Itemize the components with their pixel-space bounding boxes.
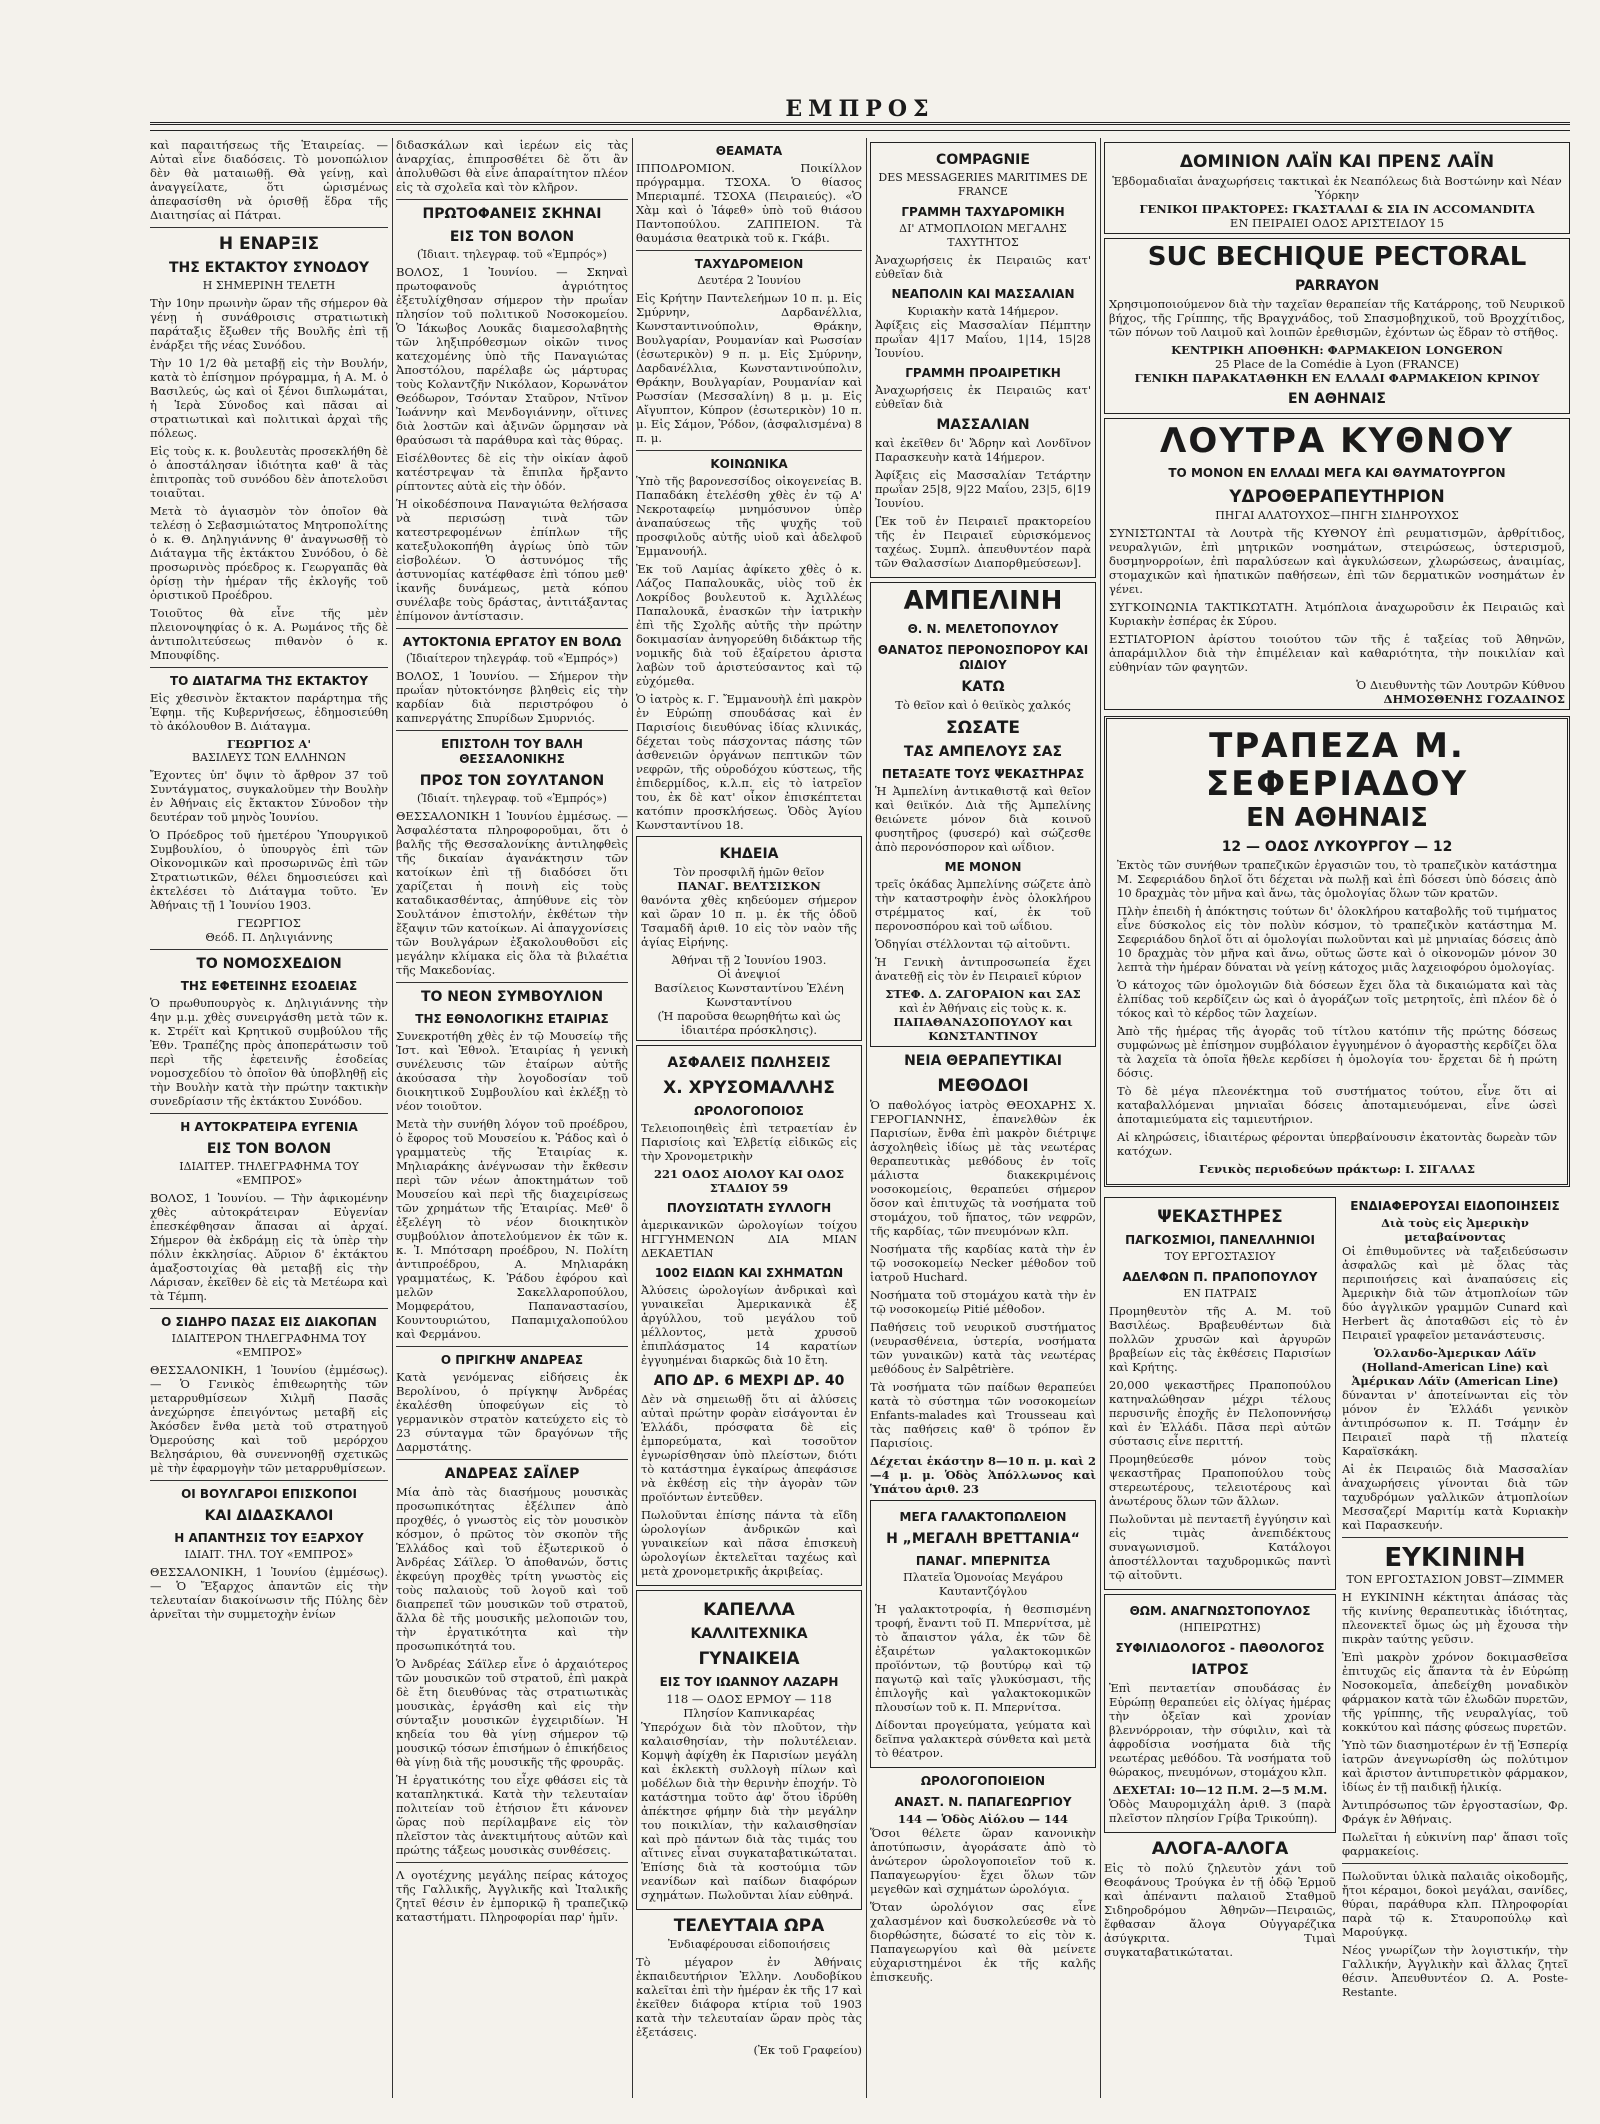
paragraph: ΣΥΓΚΟΙΝΩΝΙΑ ΤΑΚΤΙΚΩΤΑΤΗ. Ἀτμόπλοια ἀναχωροῦσιν ἐκ Πειραιῶς καὶ Κυριακὴν ἑσπέρας ἐκ Σύρου. [1109,600,1565,628]
ad-title: ΤΡΑΠΕΖΑ Μ. ΣΕΦΕΡΙΑΔΟΥ [1205,726,1469,804]
king-title: ΒΑΣΙΛΕΥΣ ΤΩΝ ΕΛΛΗΝΩΝ [191,751,347,764]
ad-title: ΑΣΦΑΛΕΙΣ ΠΩΛΗΣΕΙΣ [667,1055,831,1071]
paragraph: Ὁ Πρόεδρος τοῦ ἡμετέρου Ὑπουργικοῦ Συμβουλίου, ὁ ὑπουργὸς ἐπὶ τῶν Οἰκονομικῶν καὶ προσωρινῶς ἐπὶ τῶν Στρατιωτικῶν, θέλει δημοσιεύσει καὶ ἐκτελέσει τὸ Διάταγμα τοῦτο. Ἐν Ἀθήναις τῇ 1 Ἰουνίου 1903. [150,828,388,912]
paragraph: ΘΕΣΣΑΛΟΝΙΚΗ, 1 Ἰουνίου (ἐμμέσως). — Ὁ Γενικὸς ἐπιθεωρητὴς τῶν μεταρρυθμίσεων Χιλμῆ Πασᾶς ἀνεχώρησε ἐπειγόντως μεταβῆ εἰς Ἀκόσδεν ἔνθα μετὰ τοῦ στρατηγοῦ Ὀμερούσης καὶ τοῦ μερόρχου Βελησάριου, θὰ συνεννοηθῇ σχετικῶς μὲ τὴν ἐφαρμογὴν τῶν μεταρρυθμίσεων. [150,1363,388,1475]
ad-subtitle: ΙΑΤΡΟΣ [1191,1662,1249,1678]
paragraph: Κυριακὴν κατὰ 14ήμερον. [907,304,1059,318]
ad-title: ΕΥΚΙΝΙΝΗ [1384,1543,1526,1573]
ad-title: ΛΟΥΤΡΑ ΚΥΘΝΟΥ [1160,421,1514,461]
ad-title: ΨΕΚΑΣΤΗΡΕΣ [1157,1207,1283,1227]
column-1 [150,138,388,2098]
paragraph: Εἰς τοὺς κ. κ. βουλευτὰς προσεκλήθη δὲ ὁ ἀποστάλησαν ἰδιότητα καθ' ἃ τὰς ἐπιτροπὰς τοῦ συνόδου δὲν ἀποτελοῦσι τοιαῦται. [150,444,388,500]
paragraph: Αἱ ἐκ Πειραιῶς διὰ Μασσαλίαν ἀναχωρήσεις γίνονται διὰ τῶν ταχυδρόμων γαλλικῶν ἀτμοπλοίων Μεσσαζερί Μαριτίμ κατὰ Κυριακὴν καὶ Παρασκευήν. [1342,1462,1568,1532]
column-3 [636,138,862,2098]
paragraph: Ὁ παθολόγος ἰατρὸς ΘΕΟΧΑΡΗΣ Χ. ΓΕΡΟΓΙΑΝΝΗΣ, ἐπανελθὼν ἐκ Παρισίων, ἔνθα ἐπὶ μακρὸν διέτριψε ἀσχοληθεὶς ἰδίως μὲ τὰς νεωτέρας θεραπευτικὰς μεθόδους ἐν τοῖς μάλιστα διακεκριμένοις νοσοκομείοις, θεραπεύει σήμερον ὅσον καὶ ἐπιτυχῶς τὰ νοσήματα τοῦ στομάχου, τοῦ ἥπατος, τῶν νεφρῶν, τῆς καρδίας, τῶν πνευμόνων κλπ. [870,1098,1096,1238]
paragraph: Ὁδὸς Μαυρομιχάλη ἀριθ. 3 (παρὰ πλεῖστον πλησίον Γρίβα Τρικούπη). [1109,1797,1331,1825]
ampelini-ad [870,582,1096,1047]
paragraph: Ἀπὸ τῆς ἡμέρας τῆς ἀγορᾶς τοῦ τίτλου κατόπιν τῆς πρώτης δόσεως συμφώνως μὲ ἐπίσημον συμβόλαιον ἐγγυημένον ὁ ἀγοραστὴς κερδίζει ὅλα τὰ λαχεῖα τὰ ὁποῖα ἤθελε κερδίσει ἡ ὁμολογία του· ἔρχεται δὲ ἡ πρώτη δόσις. [1117,1024,1557,1080]
ad-lines: Ὁλλανδο-Ἀμερικαν Λάϊν (Holland-American Line) καὶ Ἀμέρικαν Λάϊν (American Line) [1351,1346,1559,1388]
ad-title: ΓΥΝΑΙΚΕΙΑ [698,1649,800,1669]
headline-scenes-2: ΕΙΣ ΤΟΝ ΒΟΛΟΝ [449,229,575,245]
ad-title: ΑΜΠΕΛΙΝΗ [903,586,1063,616]
paragraph: διδασκάλων καὶ ἱερέων εἰς τὰς ἀναρχίας, ἐπιπροσθέτει δὲ ὅτι ἂν ἀπολυθῶσι θὰ εἶνε ἀπαραίτητον πλέον εἰς τὰ σχολεῖα καὶ τὸν κλῆρον. [396,138,628,194]
ad-title: Η „ΜΕΓΑΛΗ ΒΡΕΤΤΑΝΙΑ“ [886,1531,1080,1547]
paragraph: Αἱ κληρώσεις, ἰδιαιτέρως φέρονται ὑπερβαίνουσιν ἐκατοντὰς δωρεὰν τῶν κατόχων. [1117,1130,1557,1158]
subhead-telegram: (Ἰδιαίτερον τηλεγράφ. τοῦ «Ἐμπρός») [406,652,618,665]
ad-address: 25 Place de la Comédie à Lyon (FRANCE) [1214,357,1459,371]
paragraph: Ὅσοι θέλετε ὥραν κανονικὴν ἀποτύπωσιν, ἀγοράσατε ἀπὸ τὸ ἀνώτερον ὡρολογοποιεῖον τοῦ κ. Παπαγεωργίου· ἔχει ὅλων τῶν μεγεθῶν καὶ σχημάτων ὡρολόγια. [870,1826,1096,1896]
section-last-hour: ΤΕΛΕΥΤΑΙΑ ΩΡΑ [673,1916,825,1936]
ad-route: ΜΑΣΣΑΛΙΑΝ [936,417,1030,433]
headline-bishops-2: ΚΑΙ ΔΙΔΑΣΚΑΛΟΙ [204,1508,334,1524]
ad-name: ΠΑΝΑΓ. ΜΠΕΡΝΙΤΣΑ [915,1554,1051,1568]
paragraph: Τελειοποιηθεὶς ἐπὶ τετραετίαν ἐν Παρισίοις καὶ Ἑλβετίᾳ εἰδικῶς εἰς τὴν Χρονομετρικὴν [641,1121,857,1163]
masthead-title: ΕΜΠΡΟΣ [771,96,948,122]
paragraph: Βασίλειος Κωνσταντίνου Ἑλένη Κωνσταντίνου [654,981,844,1009]
paragraph: Πωλοῦνται ἐπίσης πάντα τὰ εἴδη ὡρολογίων ἀνδρικῶν καὶ γυναικείων καὶ πᾶσα ἐπισκευὴ ὡρολογίων ἐκτελεῖται ταχέως καὶ μετὰ χρονομετρικῆς ἀκριβείας. [641,1508,857,1578]
ad-brand: PARRAYON [1294,278,1380,294]
ad-agent: Γενικὸς περιοδεύων πράκτωρ: Ι. ΣΙΓΑΛΑΣ [1199,1162,1475,1176]
paragraph: Ὅταν ὡρολόγιον σας εἶνε χαλασμένον καὶ δυσκολεύεσθε νὰ τὸ διορθώσητε, δώσατέ το εἰς τὸν κ. Παπαγεωργίου καὶ θὰ μείνετε εὐχαριστημένοι ἐκ τῆς καλῆς ἐπισκευῆς. [870,1900,1096,1984]
ad-title: ΔΙ' ΑΤΜΟΠΛΟΙΩΝ ΜΕΓΑΛΗΣ ΤΑΧΥΤΗΤΟΣ [899,222,1067,249]
ad-subtitle: ΣΥΦΙΛΙΔΟΛΟΓΟΣ - ΠΑΘΟΛΟΓΟΣ [1115,1641,1325,1655]
article-intro: καὶ παραιτήσεως τῆς Ἑταιρείας. — Αὐταὶ εἶνε διαδόσεις. Τὸ μονοπώλιον δὲν θὰ ματαιωθῇ. Θὰ γείνῃ, καὶ ἀναγγείλατε, ὅτι ὡρισμένως ἀπεφασίσθη νὰ ὁρισθῇ ἕδρα τῆς Διαιτησίας αἱ Πάτραι. [150,138,388,222]
paragraph: Πωλεῖται ἡ εὐκινίνη παρ' ἅπασι τοῖς φαρμακείοις. [1342,1830,1568,1858]
sprayers-ad [1104,1197,1336,1590]
paragraph: Ὑπὸ τῆς βαρονεσσίδος οἰκογενείας Β. Παπαδάκη ἐτελέσθη χθὲς ἐν τῷ Α' Νεκροταφείῳ μνημόσυνον ὑπὲρ ἀναπαύσεως τῆς ψυχῆς τοῦ προσφιλοῦς αὐτῆς υἱοῦ καὶ ἀδελφοῦ Ἐμμανουήλ. [636,474,862,558]
subhead: Ἐνδιαφέρουσαι εἰδοποιήσεις [667,1938,831,1951]
headline-scenes: ΠΡΩΤΟΦΑΝΕΙΣ ΣΚΗΝΑΙ [422,206,602,222]
paragraph: Ὑπερόχων διὰ τὸν πλοῦτον, τὴν καλαισθησίαν, τὴν πολυτέλειαν. Κομψὴ ἀφίχθη ἐκ Παρισίων μεγάλη καὶ ἐκλεκτὴ συλλογὴ πίλων καὶ μοδέλων διὰ τὴν θερινὴν ἐποχήν. Τὸ κατάστημα τοῦτο ἀφ' ὅτου ἱδρύθη ἀπέκτησε φήμην διὰ τὴν μεγάλην του ποικιλίαν, τὴν καλαισθησίαν καὶ πρὸ πάντων διὰ τὰς τιμάς του αἵτινες εἶναι συγκαταβατικώταται. Ἐπίσης διὰ τὰ κοστούμια τῶν νεανίδων καὶ παίδων διαφόρων σχημάτων. Πωλοῦνται λίαν εὐθηνά. [641,1720,857,1902]
paragraph: Ὁ πρωθυπουργὸς κ. Δηλιγιάννης τὴν 4ην μ.μ. χθὲς συνειργάσθη μετὰ τῶν κ. κ. Στρέϊτ καὶ Κρητικοῦ συμβούλου τῆς Ἐθν. Τραπέζης πρὸς ἀποπεράτωσιν τοῦ περὶ τῆς ἐφετεινῆς ἐσοδείας νομοσχεδίου τὸ ὁποῖον θὰ ὑποβληθῇ εἰς τὴν Βουλὴν κατὰ τὴν πρώτην τακτικὴν συνεδρίασιν τῆς ἐκτάκτου Συνόδου. [150,996,388,1108]
paragraph: Τὰ νοσήματα τῶν παίδων θεραπεύει κατὰ τὸ σύστημα τῶν νοσοκομείων Enfants-malades καὶ Trousseau καὶ τὰς παθήσεις καθ' ὃ τρόπον ἔν Παρισίοις. [870,1380,1096,1450]
ad-price: ΑΠΟ ΔΡ. 6 ΜΕΧΡΙ ΔΡ. 40 [653,1373,845,1389]
paragraph: Τὴν 10 1/2 θὰ μεταβῇ εἰς τὴν Βουλήν, κατὰ τὸ ἐπίσημον πρόγραμμα, ἡ Α. Μ. ὁ Βασιλεύς, ὡς καὶ οἱ ξένοι διπλωμάται, ἡ Ἱερὰ Σύνοδος καὶ πᾶσαι αἱ στρατιωτικαὶ καὶ πολιτικαὶ ἀρχαὶ τῆς πόλεως. [150,356,388,440]
ad-address: 221 ΟΔΟΣ ΑΙΟΛΟΥ ΚΑΙ ΟΔΟΣ ΣΤΑΔΙΟΥ 59 [654,1167,844,1195]
section-social: ΚΟΙΝΩΝΙΚΑ [710,457,788,471]
ad-name: Χ. ΧΡΥΣΟΜΑΛΛΗΣ [663,1078,835,1098]
classified-notice: Νέος γνωρίζων τὴν λογιστικήν, τὴν Γαλλικήν, Ἀγγλικὴν καὶ ἄλλας ζητεῖ θέσιν. Ἀπευθυντέον Ω. Α. Poste-Restante. [1342,1943,1568,1999]
paragraph: Ἀναχωρήσεις ἐκ Πειραιῶς κατ' εὐθεῖαν διὰ [875,383,1091,411]
ad-address: Πλησίον Καπνικαρέας [683,1706,815,1720]
paragraph: Τοιοῦτος θὰ εἶνε τῆς μὲν πλειονοψηφίας ὁ κ. Α. Ρωμάνος τῆς δὲ ἀντιπολιτεύσεως πιθανὸν ὁ κ. Μπουφίδης. [150,606,388,662]
headline-bill-2: ΤΗΣ ΕΦΕΤΕΙΝΗΣ ΕΣΟΔΕΙΑΣ [180,979,358,993]
ad-hours: Δέχεται ἑκάστην 8—10 π. μ. καὶ 2—4 μ. μ. Ὁδὸς Ἀπόλλωνος καὶ Ὑπάτου ἀριθ. 23 [870,1454,1096,1496]
paragraph: Τὸν προσφιλῆ ἡμῶν θεῖον [673,865,825,879]
paragraph: Ἡ Γενικὴ ἀντιπροσωπεία ἔχει ἀνατεθῇ εἰς τὸν ἐν Πειραιεῖ κύριον [875,955,1091,983]
paragraph: Νοσήματα τῆς καρδίας κατὰ τὴν ἐν τῷ νοσοκομείῳ Necker μέθοδον τοῦ ἰατροῦ Huchard. [870,1242,1096,1284]
ad-title: ΚΑΛΛΙΤΕΧΝΙΚΑ [690,1626,808,1642]
ad-subtitle: ΤΟΥ ΕΡΓΟΣΤΑΣΙΟΥ [1164,1250,1276,1263]
ad-signature: ΔΗΜΟΣΘΕΝΗΣ ΓΟΖΑΔΙΝΟΣ [1383,692,1565,706]
paragraph: Μία ἀπὸ τὰς διασήμους μουσικὰς προσωπικότητας ἐξέλιπεν ἀπὸ προχθές, ὁ γνωστὸς εἰς τὸν μουσικὸν κόσμον, ὁ πρῶτος τὸν σκοπὸν τῆς Ἑλλάδος καὶ τοῦ ἐξωτερικοῦ ὁ Ἀνδρέας Σάϊλερ. Ὁ ἀποθανών, ὅστις ἐκφεύγη προχθὲς τρίτη γνωστὸς εἰς τοὺς παλαιοὺς τοῦ λογοῦ καὶ τοῦ διαπρεπεῖ τῶν μουσικῶν τοῦ στρατοῦ, ἄλλα δὲ τῆς μουσικῆς μελοποιῶν του, τὴν ἐργατικότητα καὶ τὴν προσωπικότητά του. [396,1485,628,1653]
ad-subtitle: ΥΔΡΟΘΕΡΑΠΕΥΤΗΡΙΟΝ [1229,487,1445,507]
headline-letter: ΕΠΙΣΤΟΛΗ ΤΟΥ ΒΑΛΗ ΘΕΣΣΑΛΟΝΙΚΗΣ [441,737,583,766]
ad-depot: ΚΕΝΤΡΙΚΗ ΑΠΟΘΗΚΗ: ΦΑΡΜΑΚΕΙΟΝ LONGERON [1171,343,1503,357]
section-post: ΤΑΧΥΔΡΟΜΕΙΟΝ [694,257,804,271]
paragraph: [Ἐκ τοῦ ἐν Πειραιεῖ πρακτορείου τῆς ἐν Πειραιεῖ εὑρισκόμενος ταχέως. Συμπλ. ἀπευθυντέον παρὰ τῶν Θαλασσίων Διαπορθμεύσεων]. [875,514,1091,570]
subhead-telegram: (Ἰδιαιτ. τηλεγραφ. τοῦ «Ἐμπρός») [417,248,607,261]
ad-title: ΝΕΙΑ ΘΕΡΑΠΕΥΤΙΚΑΙ [904,1053,1062,1069]
dominion-line-ad [1104,142,1570,234]
paragraph: θανόντα χθὲς κηδεύομεν σήμερον καὶ ὥραν 10 π. μ. ἐκ τῆς ὁδοῦ Τσαμαδῆ ἀριθ. 10 εἰς τὸν ναὸν τῆς ἁγίας Εἰρήνης. [641,893,857,949]
paragraph: Ἀλύσεις ὡρολογίων ἀνδρικαὶ καὶ γυναικεῖαι Ἀμερικανικὰ ἐξ ἀργύλλου, τοῦ μεγάλου τοῦ μέλλοντος, μετὰ χρυσοῦ ἐπιπλάσματος 14 καρατίων ἐγγυημέναι διαρκῶς διὰ 10 ἔτη. [641,1283,857,1367]
headline-bishops: ΟΙ ΒΟΥΛΓΑΡΟΙ ΕΠΙΣΚΟΠΟΙ [181,1487,357,1501]
ad-subtitle: Διὰ τοὺς εἰς Ἀμερικὴν μεταβαίνοντας [1381,1216,1529,1244]
paragraph: Δὲν νὰ σημειωθῇ ὅτι αἱ ἀλύσεις αὐταὶ πρώτην φορὰν εἰσάγονται ἐν Ἑλλάδι, πρόσφατα δὲ εἰς ἐμπορεύματα, καὶ τοσοῦτον ἐγνωρίσθησαν ὑπὸ πλείστων, διότι τὸ κατάστημα ἐγκαίρως ἀπεφάσισε νὰ ἐκθέσῃ εἰς τὴν ἀγορὰν τῶν προϊόντων ἐντεῦθεν. [641,1392,857,1504]
ad-route: ΓΡΑΜΜΗ ΠΡΟΑΙΡΕΤΙΚΗ [905,366,1061,380]
paragraph: Ἡ Ἀμπελίνη ἀντικαθιστᾷ καὶ θεῖον καὶ θειϊκόν. Διὰ τῆς Ἀμπελίνης θειώνετε μόνον διὰ κοινοῦ φυσητῆρος (φυσερό) καὶ σώζεσθε ἀπὸ περονόσπορον καὶ ωΐδιον. [875,784,1091,854]
paragraph: (Ἐκ τοῦ Γραφείου) [753,2043,862,2057]
masthead [150,96,1570,136]
paragraph: ΘΕΣΣΑΛΟΝΙΚΗ, 1 Ἰουνίου (ἐμμέσως). — Ὁ Ἔξαρχος ἀπαντῶν εἰς τὴν τελευταίαν διακοίνωσιν τῆς Πύλης δὲν ἀρνεῖται τὴν συμμετοχὴν ἐνίων [150,1565,388,1621]
ad-agent: ΣΤΕΦ. Δ. ΖΑΓΟΡΑΙΟΝ και ΣΑΣ [885,987,1081,1001]
king-name: ΓΕΩΡΓΙΟΣ Α' [227,737,311,751]
paragraph: Οἱ ἐπιθυμοῦντες νὰ ταξειδεύσωσιν ἀσφαλῶς καὶ μὲ ὅλας τὰς περιποιήσεις καὶ ἀναπαύσεις εἰς Ἀμερικὴν διὰ τῶν ἀτμοπλοίων τῶν δύο ἀγγλικῶν γραμμῶν Cunard καὶ Herbert ἂς ἀποταθῶσι εἰς τὸ ἐν Πειραιεῖ γραφεῖον μετανάστευσις. [1342,1244,1568,1342]
ad-city: ΕΝ ΠΑΤΡΑΙΣ [1183,1287,1257,1300]
paragraph: Ἔχοντες ὑπ' ὄψιν τὸ ἄρθρον 37 τοῦ Συντάγματος, συγκαλοῦμεν τὴν Βουλὴν ἐν Ἀθήναις εἰς ἔκτακτον Σύνοδον τὴν δευτέραν τοῦ μηνὸς Ἰουνίου. [150,768,388,824]
column-5 [1104,138,1570,2098]
kythnos-baths-ad [1104,418,1570,710]
paragraph: Εἰς Κρήτην Παντελεήμων 10 π. μ. Εἰς Σμύρνην, Δαρδανέλλια, Κωνσταντινούπολιν, Θράκην, Βουλγαρίαν, Ρουμανίαν καὶ Ρωσσίαν (ἐσωτερικὸν) 9 π. μ. Εἰς Σμύρνην, Δαρδανέλλια, Κωνσταντινούπολιν, Θράκην, Βουλγαρίαν, Ρουμανίαν καὶ Ρωσσίαν (Μεσσαλίνη) 8 μ. μ. Εἰς Αἴγυπτον, Κύπρον (ἐσωτερικὸν) 10 π. μ. Εἰς Σάμον, Ῥόδον, (ἀσφαλισμένα) 8 π. μ. [636,291,862,445]
paragraph: καὶ ἐκεῖθεν δι' Ἄδρην καὶ Λονδῖνον Παρασκευὴν κατὰ 14ήμερον. [875,436,1091,464]
paragraph: Συνεκροτήθη χθὲς ἐν τῷ Μουσείῳ τῆς Ἱστ. καὶ Ἐθνολ. Ἑταιρίας ἡ γενικὴ συνέλευσις τῶν ἑταίρων αὐτῆς ἀκούσασα τὴν λογοδοσίαν τοῦ διοικητικοῦ Συμβουλίου καὶ ἐκλέξῃ τὸ νέον τοιοῦτον. [396,1029,628,1113]
paragraph: Τὴν 10ην πρωινὴν ὥραν τῆς σήμερον θὰ γένῃ ἡ συνάθροισις στρατιωτικὴ παράταξις ἔξωθεν τῆς Βουλῆς ἐπὶ τῇ ἐνάρξει τῆς νέας Συνόδου. [150,296,388,352]
dairy-ad [870,1500,1096,1768]
ad-title: ΔΟΜΙΝΙΟΝ ΛΑΪΝ ΚΑΙ ΠΡΕΝΣ ΛΑΪΝ [1179,152,1495,172]
paragraph: Ἡ οἰκοδέσποινα Παναγιώτα θελήσασα νὰ περισώσῃ τινὰ τῶν κατεστρεφομένων ἐπίπλων τῆς κατεξυλοκοπήθη ἀγρίως ὑπὸ τῶν εἰσβολέων. Ὁ ἀστυνόμος τῆς ἀστυνομίας κατέφθασε ἐπὶ τόπου μεθ' ἱκανῆς δυνάμεως, μετὰ κόπου συνέλαβε τοὺς δράστας, ἀντιτάξαντας ἐπίμονον ἀντίστασιν. [396,497,628,623]
paragraph: ΕΣΤΙΑΤΟΡΙΟΝ ἀρίστου τοιούτου τῶν τῆς ἑ ταξείας τοῦ Ἀθηνῶν, ἀπαράμιλλον διὰ τὴν ἐπιμέλειαν καὶ καθαριότητα, τὴν ποικιλίαν καὶ εὐθηνίαν τῶν φαγητῶν. [1109,632,1565,674]
section-theatres: ΘΕΑΜΑΤΑ [715,144,783,158]
paragraph: ΘΕΣΣΑΛΟΝΙΚΗ 1 Ἰουνίου ἐμμέσως. — Ἀσφαλέστατα πληροφοροῦμαι, ὅτι ὁ βαλῆς τῆς Θεσσαλονίκης ἀντιληφθεὶς τῆς δικαίαν ἀγανάκτησιν τῶν κατοίκων ἐπὶ τῇ διαδόσει ὅτι χαρίζεται ἡ ποινὴ εἰς τοὺς καταδικασθέντας, ἀπηύθυνε εἰς τὸν Σουλτάνον ἐπιστολήν, ἐκθέτων τὴν ἔξαψιν τῶν κατοίκων. Αἱ ἀπαγχονίσεις τῶν Βουλγάρων ἐξακολουθοῦσι εἰς μεγάλην κλίμακα εἰς ὅλα τὰ βιλαέτια τῆς Μακεδονίας. [396,809,628,977]
paragraph: Ἀφίξεις εἰς Μασσαλίαν Τετάρτην πρωΐαν 25|8, 9|22 Μαΐου, 23|5, 6|19 Ἰουνίου. [875,468,1091,510]
ad-name: ΑΝΑΣΤ. Ν. ΠΑΠΑΓΕΩΡΓΙΟΥ [894,1795,1072,1809]
paragraph: Πλὴν ἐπειδὴ ἡ ἀπόκτησις τούτων δι' ὁλοκλήρου καταβολῆς τοῦ τιμήματος εἶνε δύσκολος εἰς τὸν πολὺν κόσμον, τὸ τραπεζικὸν κατάστημα Μ. Σεφεριάδου δηλοῖ ὅτι αἱ ὁμολογίαι πωλοῦνται καὶ μὲ μηνιαίας δόσεις ἀπὸ 10 δραχμὰς τὸν μῆνα καὶ ἄνω, οὕτως ὥστε καὶ ὁ οἰκονομῶν μόνον 30 λεπτὰ τὴν ἡμέραν δύναται νὰ γείνῃ κάτοχος μιᾶς λαχειοφόρου ὁμολογίας. [1117,904,1557,974]
ad-address: Πλατεῖα Ὁμονοίας Μεγάρου Καυταντζόγλου [903,1571,1063,1598]
paragraph: Τὸ δὲ μέγα πλεονέκτημα τοῦ συστήματος τούτου, εἶνε ὅτι αἱ καταβαλλόμεναι μηνιαῖαι δόσεις ἀποταμιευόμεναι, εἶνε ὡσεὶ ἀποταμιεύματα εἰς ταμιευτήριον. [1117,1084,1557,1126]
ad-title: DES MESSAGERIES MARITIMES DE FRANCE [878,171,1088,198]
paragraph: Μετὰ τὸ ἁγιασμὸν τὸν ὁποῖον θὰ τελέσῃ ὁ Σεβασμιώτατος Μητροπολίτης ὁ κ. Θ. Δηληγιάννης θ' ἀναγνωσθῇ τὸ Διάταγμα τῆς ἐκτάκτου Συνόδου, ὁ δὲ προσωρινὸς πρόεδρος κ. Γεωργαπᾶς θὰ ὁρίσῃ τὴν ἡμέραν τῆς ἐκλογῆς τοῦ ὁριστικοῦ Προέδρου. [150,504,388,602]
paragraph: Ὁ κάτοχος τῶν ὁμολογιῶν διὰ δόσεων ἔχει ὅλα τὰ δικαιώματα καὶ τὰς ἐλπίδας τοῦ κερδίζειν ὡς καὶ ὁ ἀγοράζων τοῖς μετρητοῖς, ἐπὶ πλέον δὲ ὁ τόκος καὶ τὸ κέρδος τῶν λαχείων. [1117,978,1557,1020]
ad-address: 118 — ΟΔΟΣ ΕΡΜΟΥ — 118 [666,1692,832,1706]
ad-title: ΓΡΑΜΜΗ ΤΑΧΥΔΡΟΜΙΚΗ [901,205,1065,219]
paragraph: Προμηθεύεσθε μόνον τοὺς ψεκαστῆρας Πραποπούλου τοὺς στερεωτέρους, τελειοτέρους καὶ ἀνωτέρους ὅλων τῶν ἄλλων. [1109,1452,1331,1508]
headline-suicide: ΑΥΤΟΚΤΟΝΙΑ ΕΡΓΑΤΟΥ ΕΝ ΒΟΛΩ [402,635,622,649]
deceased-name: ΠΑΝΑΓ. ΒΕΛΤΣΙΣΚΟΝ [677,879,821,893]
paragraph: Εἰς χθεσινὸν ἔκτακτον παράρτημα τῆς Ἐφημ. τῆς Κυβερνήσεως, ἐδημοσιεύθη τὸ ἀκόλουθον Β. Διάταγμα. [150,691,388,733]
ad-title: ΚΑΠΕΛΛΑ [703,1600,795,1620]
paragraph: Ἐπὶ μακρὸν χρόνον δοκιμασθεῖσα ἐπιτυχῶς εἰς ἅπαντα τὰ ἐν Εὐρώπῃ Νοσοκομεῖα, ἀπεδείχθη μοναδικὸν φάρμακον κατὰ τῶν ἐλωδῶν πυρετῶν, τῆς γρίππης, τῆς νευραλγίας, τοῦ κοκκύτου καὶ πάσης φύσεως πυρετῶν. [1342,1650,1568,1734]
ad-profession: ΩΡΟΛΟΓΟΠΟΙΟΣ [694,1104,804,1118]
paragraph: Δίδονται προγεύματα, γεύματα καὶ δεῖπνα γαλακτερὰ σύνθετα καὶ μετὰ τὸ θέατρον. [875,1718,1091,1760]
paragraph: δύνανται ν' ἀποτείνωνται εἰς τὸν μόνον ἐν Ἑλλάδι γενικὸν ἀντιπρόσωπον κ. Π. Τσάμην ἐν Πειραιεῖ παρὰ τῇ πλατείᾳ Καραϊσκάκη. [1342,1388,1568,1458]
ad-signature: Ὁ Διευθυντὴς τῶν Λουτρῶν Κύθνου [1356,678,1565,692]
ad-hours: ΔΕΧΕΤΑΙ: 10—12 Π.Μ. 2—5 Μ.Μ. [1112,1783,1328,1797]
ad-name: ΘΩΜ. ΑΝΑΓΝΩΣΤΟΠΟΥΛΟΣ [1129,1604,1311,1618]
paragraph: Ἐπὶ πενταετίαν σπουδάσας ἐν Εὐρώπῃ θεραπεύει εἰς ὀλίγας ἡμέρας τὴν ὀξεῖαν καὶ χρονίαν βλεννόρροιαν, τὴν σύφιλιν, καὶ τὰ ἀφροδίσια νοσήματα διὰ τῆς νεωτέρας μεθόδου. Τὰ νοσήματα τοῦ θώρακος, πνευμόνων, στομάχου κλπ. [1109,1681,1331,1779]
ad-name: Θ. Ν. ΜΕΛΕΤΟΠΟΥΛΟΥ [907,622,1059,636]
paragraph: Πωλοῦνται μὲ πενταετῆ ἐγγύησιν καὶ εἰς τιμὰς ἀνεπιδέκτους συναγωνισμοῦ. Κατάλογοι ἀποστέλλονται ταχυδρομικῶς παντὶ τῷ αἰτοῦντι. [1109,1512,1331,1582]
headline-pasha: Ο ΣΙΔΗΡΟ ΠΑΣΑΣ ΕΙΣ ΔΙΑΚΟΠΑΝ [161,1315,377,1329]
paragraph: ΒΟΛΟΣ, 1 Ἰουνίου. — Τὴν ἀφικομένην χθὲς αὐτοκράτειραν Εὐγενίαν ἐπεσκέφθησαν ἅπασαι αἱ ἀρχαί. Σήμερον θὰ ἐκδράμῃ εἰς τὰ ὑπὲρ τὴν πόλιν ἐκκλησίας. Αὔριον δ' ἐκτάκτου ἁμαξοστοιχίας θὰ μεταβῇ εἰς τὴν Λάρισαν, ἐκεῖθεν δὲ εἰς τὰ Μετέωρα καὶ τὰ Τέμπη. [150,1191,388,1303]
paragraph: ΣΥΝΙΣΤΩΝΤΑΙ τὰ Λουτρὰ τῆς ΚΥΘΝΟΥ ἐπὶ ρευματισμῶν, ἀρθρίτιδος, νευραλγιῶν, ἐπὶ μητρικῶν νοσημάτων, στειρώσεως, ὑστερισμοῦ, δυσμηνορροίων, ἐπὶ παραλύσεων καὶ ἀγκυλώσεων, χλωρώσεως, ἀναιμίας, στομαχικῶν καὶ ἡπατικῶν παθήσεων, ἐπὶ τῶν δερματικῶν νοσημάτων ἐν γένει. [1109,526,1565,596]
ad-subtitle: ΠΑΓΚΟΣΜΙΟΙ, ΠΑΝΕΛΛΗΝΙΟΙ [1125,1233,1315,1247]
subhead-telegram: ΙΔΙΑΙΤΕΡ. ΤΗΛΕΓΡΑΦΗΜΑ ΤΟΥ «ΕΜΠΡΟΣ» [179,1160,359,1187]
paragraph: Μετὰ τὴν συνήθη λόγον τοῦ προέδρου, ὁ ἔφορος τοῦ Μουσείου κ. Ῥάδος καὶ ὁ γραμματεὺς τῆς Ἑταιρίας κ. Μηλιαράκης ἀνέγνωσαν τὴν ἔκθεσιν περὶ τῶν νέων ἀποκτημάτων τοῦ Μουσείου καὶ περὶ τῆς διαχειρίσεως τῶν χρημάτων τῆς Ἑταιρίας. Μεθ' ὃ ἐξελέγη τὸ νέον διοικητικὸν συμβούλιον ἀποτελούμενον ἐκ τῶν κ. κ. Ἰ. Μπότσαρη προέδρου, Ν. Πολίτη ἀντιπροέδρου, Α. Μηλιαράκη γραμματέως, Κ. Ῥάδου ἐφόρου καὶ μελῶν Σακελλαροπούλου, Μομφεράτου, Παπαναστασίου, Κουντουριώτου, Παπαμιχαλοπούλου καὶ Φερμάνου. [396,1117,628,1341]
paragraph: Τὸ μέγαρον ἐν Ἀθήναις ἐκπαιδευτήριον Ἑλλην. Λουδοβίκου καλεῖται ἐπὶ τὴν ἡμέραν ἐκ τῆς 17 καὶ ἐκεῖθεν διάφορα κτίρια τοῦ 1903 κατὰ τὴν τελευταίαν ὥραν πρὸς τὰς ἐξετάσεις. [636,1955,862,2039]
paragraph: 20,000 ψεκαστῆρες Πραποπούλου κατηναλώθησαν μέχρι τέλους περυσινῆς ἐποχῆς ἐν Πελοποννήσῳ καὶ ἐν Ἑλλάδι. Πᾶσα περὶ αὐτῶν σύστασις εἶνε περιττή. [1109,1378,1331,1448]
ad-slogan: ΤΑΣ ΑΜΠΕΛΟΥΣ ΣΑΣ [903,744,1063,760]
paragraph: Ἡ ἐργατικότης του εἶχε φθάσει εἰς τὰ καταπληκτικά. Κατὰ τὴν τελευταίαν πολιτείαν τοῦ ἐτήσιον ἔτι κάνονεν ὥρας ποὺ περίλαμβανε εἰς τὸν πλεῖστον τὰς ἀνεκτιμήτους αὐτῶν καὶ πρώτης τάξεως μουσικὰς συνθέσεις. [396,1773,628,1857]
paragraph: ΒΟΛΟΣ, 1 Ἰουνίου. — Σκηναὶ πρωτοφανοῦς ἀγριότητος ἐξετυλίχθησαν σήμερον τὴν πρωΐαν πλησίον τοῦ πολιτικοῦ Νοσοκομείου. Ὁ Ἰάκωβος Λουκᾶς διαμεσολαβητὴς τῶν ληξιπρόθεσμων οἰκῶν τινος κατεχομένης ὑπὸ τῆς Παναγιώτας Ἀποστόλου, παρέλαβε ὡς μάρτυρας τοὺς Κολαντζῆν Νικόλαον, Κορωνάτον Θεόδωρον, Τσόνταν Σταῦρον, Ντῖνον Ἰωάννην καὶ Μενδογιάννην, οἵτινες διὰ λοστῶν καὶ ἀξινῶν ὥρμησαν νὰ θραύσωσι τὰ παράθυρα καὶ τὰς θύρας. [396,265,628,447]
ad-title: ΕΝΔΙΑΦΕΡΟΥΣΑΙ ΕΙΔΟΠΟΙΗΣΕΙΣ [1350,1199,1560,1213]
ad-depot: ΓΕΝΙΚΗ ΠΑΡΑΚΑΤΑΘΗΚΗ ΕΝ ΕΛΛΑΔΙ ΦΑΡΜΑΚΕΙΟΝ ΚΡΙΝΟΥ [1134,371,1540,385]
right-subcolumn [1342,1193,1568,2003]
paragraph: ΙΠΠΟΔΡΟΜΙΟΝ. Ποικίλλον πρόγραμμα. ΤΣΟΧΑ. Ὁ θίασος Μπεριαμπέ. ΤΣΟΧΑ (Πειραιεύς). «Ὁ Χὰμ καὶ ὁ Ἰάφεθ» ὑπὸ τοῦ θιάσου Παντοπούλου. ΖΑΠΠΕΙΟΝ. Τὰ θαυμάσια θεατρικὰ τοῦ κ. Γκάβι. [636,161,862,245]
ad-slogan: ΜΕ ΜΟΝΟΝ [944,860,1022,874]
shipping-ad [870,142,1096,578]
hats-ad [636,1590,862,1910]
subhead-telegram: ΙΔΙΑΙΤΕΡΟΝ ΤΗΛΕΓΡΑΦΗΜΑ ΤΟΥ «ΕΜΠΡΟΣ» [171,1332,367,1359]
ad-title: SUC BECHIQUE PECTORAL [1147,242,1527,272]
paragraph: ἀμερικανικῶν ὡρολογίων τοίχου ΗΓΓΥΗΜΕΝΩΝ ΔΙΑ ΜΙΑΝ ΔΕΚΑΕΤΙΑΝ [641,1218,857,1260]
post-date: Δευτέρα 2 Ἰουνίου [697,274,801,287]
paragraph: Χρησιμοποιούμενον διὰ τὴν ταχεῖαν θεραπείαν τῆς Κατάρροης, τοῦ Νευρικοῦ βήχος, τῆς Γρίππης, τῆς Βραγχνάδος, τοῦ Σπασμοβηχικοῦ, τοῦ Βροχχίτιδος, τῶν πόνων τοῦ Λαιμοῦ καὶ λοιπῶν ἐρεθισμῶν, ἐχόντων ὡς ἕδραν τὸ στῆθος. [1109,297,1565,339]
ad-address: 144 — Ὁδὸς Αἰόλου — 144 [898,1812,1068,1826]
ad-heading: 1002 ΕΙΔΩΝ ΚΑΙ ΣΧΗΜΑΤΩΝ [654,1266,844,1280]
headline-synod-2: ΤΗΣ ΕΚΤΑΚΤΟΥ ΣΥΝΟΔΟΥ [168,260,369,276]
paragraph: Κατὰ γενόμενας εἰδήσεις ἐκ Βερολίνου, ὁ πρίγκηψ Ἀνδρέας ἐκαλέσθη ὑποφεύγων εἰς τὸ γερμανικὸν στρατὸν κατεύχετο εἰς τὸ 23 σύνταγμα τῶν δραγόνων τῆς Δαρμστάτης. [396,1370,628,1454]
paragraph: Ὑπὸ τῶν διασημοτέρων ἐν τῇ Ἑσπερίᾳ ἰατρῶν ἀνεγνωρίσθη ὡς πολύτιμον καὶ ἄριστον ἀντιπυρετικὸν φάρμακον, ἰδίως ἐν τῇ παιδικῇ ἡλικίᾳ. [1342,1738,1568,1794]
ad-subtitle: ΤΟΝ ΕΡΓΟΣΤΑΣΙΟΝ JOBST—ZIMMER [1346,1573,1564,1586]
paragraph: Ὁδηγίαι στέλλονται τῷ αἰτοῦντι. [875,937,1071,951]
column-4 [870,138,1096,2098]
ad-city: ΕΝ ΑΘΗΝΑΙΣ [1288,391,1386,407]
paragraph: Ὁ ἰατρὸς κ. Γ. Ἔμμανουὴλ ἐπὶ μακρὸν ἐν Εὐρώπῃ σπουδάσας καὶ ἐν Παρισίοις διευθύνας ἰδίας κλινικάς, δέχεται τοὺς πάσχοντας πάσης τῶν ἀσθενειῶν ὀργάνων πεπτικῶν τῶν νεφρῶν, τῆς οὐροδόχου κύστεως, τῆς ἐπιδερμίδος, κ.λ.π. εἰς τὸ ἰατρεῖον του, ἐκ δὲ κατ' οἶκον ἐπισκέπτεται κατόπιν προσκλήσεως. Ὁδὸς Ἁγίου Κωνσταντίνου 18. [636,692,862,832]
headline-synod: Η ΕΝΑΡΞΙΣ [218,234,320,254]
left-subcolumn [1104,1193,1336,2003]
paragraph: Ἀντιπρόσωπος τῶν ἐργοστασίων, Φρ. Φράγκ ἐν Ἀθήναις. [1342,1798,1568,1826]
ad-title: ΜΕΓΑ ΓΑΛΑΚΤΟΠΩΛΕΙΟΝ [899,1510,1067,1524]
subhead-telegram: ΙΔΙΑΙΤ. ΤΗΛ. ΤΟΥ «ΕΜΠΡΟΣ» [184,1548,354,1561]
pectoral-ad [1104,238,1570,414]
ad-subtitle: ΠΗΓΑΙ ΑΛΑΤΟΥΧΟΣ—ΠΗΓΗ ΣΙΔΗΡΟΥΧΟΣ [1215,509,1459,522]
signature: ΓΕΩΡΓΙΟΣ [237,916,301,930]
ad-subtitle: ΤΟ ΜΟΝΟΝ ΕΝ ΕΛΛΑΔΙ ΜΕΓΑ ΚΑΙ ΘΑΥΜΑΤΟΥΡΓΟΝ [1168,466,1506,480]
headline-bill: ΤΟ ΝΟΜΟΣΧΕΔΙΟΝ [196,956,342,972]
paragraph: Νοσήματα τοῦ στομάχου κατὰ τὴν ἐν τῷ νοσοκομείῳ Pitié μέθοδον. [870,1288,1096,1316]
seferiadis-bank-ad [1104,716,1570,1187]
headline-prince: Ο ΠΡΙΓΚΗΨ ΑΝΔΡΕΑΣ [440,1353,584,1367]
ad-title: ΑΛΟΓΑ-ΑΛΟΓΑ [1151,1839,1289,1859]
ad-name: ΑΔΕΛΦΩΝ Π. ΠΡΑΠΟΠΟΥΛΟΥ [1122,1270,1318,1284]
paragraph: Ἐκ τοῦ Λαμίας ἀφίκετο χθὲς ὁ κ. Λάζος Παπαλουκᾶς, υἱὸς τοῦ ἐκ Λοκρίδος βουλευτοῦ κ. Ἀχιλλέως Παπαλουκᾶ, ἐνασκῶν τὴν ἰατρικὴν ἐπὶ τῆς Σχολῆς αὐτῆς τὴν πρώτην δοκιμασίαν ἀνηγορεύθη διδάκτωρ τῆς νομικῆς διὰ τοῦ ἐξαίρετου ἀριστα λαβὼν τοῦ ἀριστεύσαντος καὶ τῷ εὐχόμεθα. [636,562,862,688]
paragraph: Εἰσέλθοντες δὲ εἰς τὴν οἰκίαν ἀφοῦ κατέστρεψαν τὰ ἔπιπλα ἤρξαντο ρίπτοντες αὐτὰ εἰς τὴν ὁδόν. [396,451,628,493]
ad-heading: ΠΛΟΥΣΙΩΤΑΤΗ ΣΥΛΛΟΓΗ [666,1201,832,1215]
ad-city: ΕΝ ΑΘΗΝΑΙΣ [1246,803,1428,833]
headline-eugenie: Η ΑΥΤΟΚΡΑΤΕΙΡΑ ΕΥΓΕΝΙΑ [180,1120,358,1134]
ad-subtitle: (ΗΠΕΙΡΩΤΗΣ) [1179,1621,1261,1634]
ad-title: ΩΡΟΛΟΓΟΠΟΙΕΙΟΝ [920,1774,1046,1788]
paragraph: (Ἡ παροῦσα θεωρηθήτω καὶ ὡς ἰδιαιτέρα πρόσκλησις). [657,1009,841,1037]
ad-address: ΕΝ ΠΕΙΡΑΙΕΙ ΟΔΟΣ ΑΡΙΣΤΕΙΔΟΥ 15 [1229,216,1445,230]
paragraph: καὶ ἐν Ἀθήναις εἰς τοὺς κ. κ. [899,1001,1067,1015]
ad-slogan: ΣΩΣΑΤΕ [945,718,1021,738]
paragraph: Ἀφίξεις εἰς Μασσαλίαν Πέμπτην πρωΐαν 4|17 Μαΐου, 1|14, 15|28 Ἰουνίου. [875,318,1091,360]
paragraph: ΒΟΛΟΣ, 1 Ἰουνίου. — Σήμερον τὴν πρωΐαν ηὐτοκτόνησε βληθεὶς εἰς τὴν καρδίαν διὰ περιστρόφου ὁ καπνεργάτης Σπυρίδων Σμυρνιός. [396,669,628,725]
paragraph: Οἱ ἀνεψιοί [717,967,781,981]
ad-slogan: ΚΑΤΩ [961,679,1005,695]
ad-title: COMPAGNIE [936,152,1030,168]
signature-2: Θεόδ. Π. Δηλιγιάννης [205,930,333,944]
ad-agent: ΠΑΠΑΘΑΝΑΣΟΠΟΥΛΟΥ και ΚΩΝΣΤΑΝΤΙΝΟΥ [893,1015,1073,1043]
classified-notice: Λ ογοτέχνης μεγάλης πείρας κάτοχος τῆς Γαλλικῆς, Ἀγγλικῆς καὶ Ἰταλικῆς ζητεῖ θέσιν ἐν ἐμπορικῷ ἢ τραπεζικῷ καταστήματι. Πληροφορίαι παρ' ἡμῖν. [396,1868,628,1924]
paragraph: Η ΕΥΚΙΝΙΝΗ κέκτηται ἁπάσας τὰς τῆς κινίνης θεραπευτικὰς ἰδιότητας, πλεονεκτεῖ ὅμως ὡς μὴ ἔχουσα τὴν πικρὰν ταύτης γεῦσιν. [1342,1590,1568,1646]
paragraph: τρεῖς ὁκάδας Ἀμπελίνης σώζετε ἀπὸ τὴν καταστροφὴν ἑνὸς ὁλοκλήρου στρέμματος καί, ἐκ τοῦ περονοσπόρου καὶ τοῦ ωΐδιου. [875,877,1091,933]
headline-eugenie-2: ΕΙΣ ΤΟΝ ΒΟΛΟΝ [206,1141,332,1157]
paragraph: Εἰς τὸ πολύ ζηλευτὸν χάνι τοῦ Θεοφάνους Τρούγκα ἐν τῇ ὁδῷ Ἑρμοῦ καὶ ἀπέναντι παλαιοῦ Σταθμοῦ Σιδηροδρόμου Ἀθηνῶν—Πειραιῶς, ἔφθασαν ἄλογα Οὐγγαρέζικα ἀσύγκριτα. Τιμαὶ συγκαταβατικώταται. [1104,1861,1336,1959]
funeral-title: ΚΗΔΕΙΑ [719,846,779,862]
paragraph: Τὸ θεῖον καὶ ὁ θειϊκὸς χαλκός [895,698,1071,712]
paragraph: Ὁ Ἀνδρέας Σάϊλερ εἶνε ὁ ἀρχαιότερος τῶν μουσικῶν τοῦ στρατοῦ, ἐπὶ μακρὰ δὲ ἔτη διευθύνας τὰς στρατιωτικὰς μουσικὰς, ἐργάσθη καὶ εἰς τὴν σύνταξιν μουσικῶν ἐγχειριδίων. Ἡ κηδεία του θὰ γίνῃ σήμερον τῷ μουσικῷ τόσων ἐπισήμων ὁ ἐπικήδειος θὰ γίνῃ διὰ τῆς μουσικῆς τῆς φρουρᾶς. [396,1657,628,1769]
headline-council: ΤΟ ΝΕΟΝ ΣΥΜΒΟΥΛΙΟΝ [420,989,604,1005]
funeral-notice [636,836,862,1041]
subhead-telegram: (Ἰδιαίτ. τηλεγραφ. τοῦ «Ἐμπρός») [417,792,607,805]
paragraph: Ἀναχωρήσεις ἐκ Πειραιῶς κατ' εὐθεῖαν διὰ [875,253,1091,281]
column-2 [396,138,628,2098]
headline-council-2: ΤΗΣ ΕΘΝΟΛΟΓΙΚΗΣ ΕΤΑΙΡΙΑΣ [415,1012,609,1026]
ad-address: 12 — ΟΔΟΣ ΛΥΚΟΥΡΓΟΥ — 12 [1221,839,1453,855]
doctor-ad [1104,1594,1336,1833]
headline-letter-2: ΠΡΟΣ ΤΟΝ ΣΟΥΛΤΑΝΟΝ [419,773,605,789]
headline-decree: ΤΟ ΔΙΑΤΑΓΜΑ ΤΗΣ ΕΚΤΑΚΤΟΥ [169,674,369,688]
paragraph: Ἐκτὸς τῶν συνήθων τραπεζικῶν ἐργασιῶν του, τὸ τραπεζικὸν κατάστημα Μ. Σεφεριάδου δηλοῖ ὅτι δέχεται νὰ πωλῇ καὶ ἐπὶ δόσεσι ὑπὸ δόσεις ἀπὸ 10 δραχμὰς τὸν μῆνα καὶ ἄνω, τὰς ὁμολογίας ὅλων τῶν κρατῶν. [1117,858,1557,900]
ad-route: ΝΕΑΠΟΛΙΝ ΚΑΙ ΜΑΣΣΑΛΙΑΝ [891,287,1075,301]
paragraph: Παθήσεις τοῦ νευρικοῦ συστήματος (νευρασθένεια, ὑστερία, νοσήματα τῶν γυναικῶν) κατὰ τὰς νεωτέρας μεθόδους ἐν Salpêtrière. [870,1320,1096,1376]
watchmaker-ad [636,1045,862,1586]
ad-slogan: ΘΑΝΑΤΟΣ ΠΕΡΟΝΟΣΠΟΡΟΥ ΚΑΙ ΩΙΔΙΟΥ [877,643,1089,672]
paragraph: Ἡ γαλακτοτροφία, ἡ θεσπισμένη τροφή, ἔναντι τοῦ Π. Μπερνίτσα, μὲ τὸ ἄπαιστον γάλα, ἐκ τῶν δὲ ἐξαιρέτων γαλακτοκομικῶν προϊόντων, τῷ βουτύρῳ καὶ τῷ παγωτῷ καὶ ταῖς γλυκύσμασι, τῆς ἐπιλογῆς καὶ γαλακτοκομικῶν πλουσίων τοῦ κ. Π. Μπερνίτσα. [875,1602,1091,1714]
paragraph: Ἑβδομαδιαῖαι ἀναχωρήσεις τακτικαὶ ἐκ Νεαπόλεως διὰ Βοστώνην καὶ Νέαν Ὑόρκην [1112,174,1562,202]
headline-seiler: ΑΝΔΡΕΑΣ ΣΑΪΛΕΡ [444,1466,580,1482]
ad-name: ΕΙΣ ΤΟΥ ΙΩΑΝΝΟΥ ΛΑΖΑΡΗ [659,1675,839,1689]
subhead-ceremony: Η ΣΗΜΕΡΙΝΗ ΤΕΛΕΤΗ [202,279,336,292]
ad-title: ΜΕΘΟΔΟΙ [937,1076,1029,1096]
ad-agents: ΓΕΝΙΚΟΙ ΠΡΑΚΤΟΡΕΣ: ΓΚΑΣΤΑΛΔΙ & ΣΙΑ ΙΝ ACCOMANDITA [1139,202,1535,216]
paragraph: Ἀθήναι τῇ 2 Ἰουνίου 1903. [671,953,827,967]
paragraph: Προμηθευτὸν τῆς Α. Μ. τοῦ Βασιλέως. Βραβευθέντων διὰ πολλῶν χρυσῶν καὶ ἀργυρῶν βραβείων εἰς τὰς ἐκθέσεις Παρισίων καὶ Κρήτης. [1109,1304,1331,1374]
classified-notice: Πωλοῦνται ὑλικὰ παλαιᾶς οἰκοδομῆς, ἤτοι κέραμοι, δοκοὶ μεγάλαι, σανίδες, θύραι, παράθυρα κλπ. Πληροφορίαι παρὰ τῷ κ. Σταυροπούλῳ καὶ Μαρούγκᾳ. [1342,1869,1568,1939]
ad-slogan: ΠΕΤΑΞΑΤΕ ΤΟΥΣ ΨΕΚΑΣΤΗΡΑΣ [881,767,1085,781]
headline-bishops-3: Η ΑΠΑΝΤΗΣΙΣ ΤΟΥ ΕΞΑΡΧΟΥ [174,1531,364,1545]
